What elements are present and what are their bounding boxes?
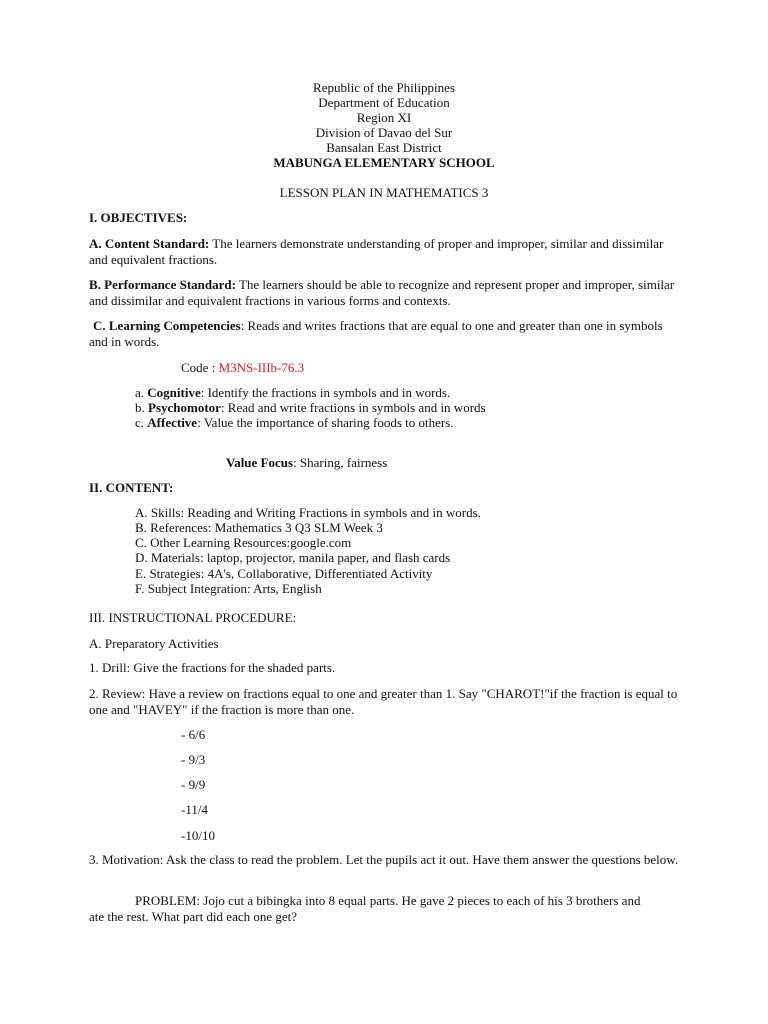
content-item-references: B. References: Mathematics 3 Q3 SLM Week 3 [135,520,383,535]
learning-competencies [89,318,679,350]
content-standard-text: The learners demonstrate understanding of proper and improper, similar and dissimilar and equivalent fractions. [89,236,664,267]
fraction-item: - 9/3 [181,752,206,767]
content-standard-label: A. Content Standard: [89,236,210,251]
content-standard [89,236,679,268]
content-item-materials: D. Materials: laptop, projector, manila paper, and flash cards [135,550,451,565]
header-division: Division of Davao del Sur [315,125,453,140]
competencies-text: : Reads and writes fractions that are equal to one and greater than one in symbols and in words. [89,318,663,349]
content-heading: II. CONTENT: [89,480,174,495]
drill-text: 1. Drill: Give the fractions for the shaded parts. [89,660,336,675]
value-focus [226,455,387,470]
psychomotor-label: Psychomotor [148,400,221,415]
value-focus-label: Value Focus [226,455,294,470]
value-focus-text: : Sharing, fairness [293,455,388,470]
procedure-heading: III. INSTRUCTIONAL PROCEDURE: [89,610,297,625]
fraction-item: -11/4 [181,802,208,817]
problem-text: PROBLEM: Jojo cut a bibingka into 8 equal parts. He gave 2 pieces to each of his 3 brothers and ate the rest. What part did each one get? [89,893,641,924]
affective-label: Affective [147,415,198,430]
psychomotor-prefix: b. [135,400,148,415]
header-department: Department of Education [318,95,450,110]
psychomotor-text: : Read and write fractions in symbols and in words [220,400,486,415]
fraction-item: - 6/6 [181,727,206,742]
code-value: M3NS-IIIb-76.3 [218,360,305,375]
fraction-item: - 9/9 [181,777,206,792]
competencies-label: C. Learning Competencies [93,318,241,333]
header-region: Region XI [356,110,412,125]
affective-prefix: c. [135,415,148,430]
content-item-resources: C. Other Learning Resources:google.com [135,535,352,550]
objectives-heading: I. OBJECTIVES: [89,210,188,225]
affective-text: : Value the importance of sharing foods to others. [197,415,454,430]
objective-cognitive [135,385,450,400]
review-text: 2. Review: Have a review on fractions equal to one and greater than 1. Say "CHAROT!"if the fraction is equal to one and "HAVEY" if the fraction is more than one. [89,686,678,717]
header-district: Bansalan East District [326,140,442,155]
performance-standard-label: B. Performance Standard: [89,277,236,292]
cognitive-label: Cognitive [147,385,201,400]
code-line [181,360,304,375]
cognitive-prefix: a. [135,385,148,400]
cognitive-text: : Identify the fractions in symbols and in words. [200,385,451,400]
preparatory-activities: A. Preparatory Activities [89,636,219,651]
objective-psychomotor [135,400,486,415]
performance-standard-text: The learners should be able to recognize and represent proper and improper, similar and dissimilar and equivalent fractions in various forms and contexts. [89,277,675,308]
motivation-text: 3. Motivation: Ask the class to read the problem. Let the pupils act it out. Have them answer the questions below. [89,852,679,867]
content-item-skills: A. Skills: Reading and Writing Fractions in symbols and in words. [135,505,481,520]
header-republic: Republic of the Philippines [313,80,455,95]
code-label: Code : [181,360,219,375]
objective-affective [135,415,454,430]
content-item-strategies: E. Strategies: 4A's, Collaborative, Differentiated Activity [135,566,433,581]
lesson-title: LESSON PLAN IN MATHEMATICS 3 [279,185,489,200]
fraction-item: -10/10 [181,828,215,843]
school-name: MABUNGA ELEMENTARY SCHOOL [273,155,495,170]
content-item-integration: F. Subject Integration: Arts, English [135,581,322,596]
performance-standard [89,277,679,309]
